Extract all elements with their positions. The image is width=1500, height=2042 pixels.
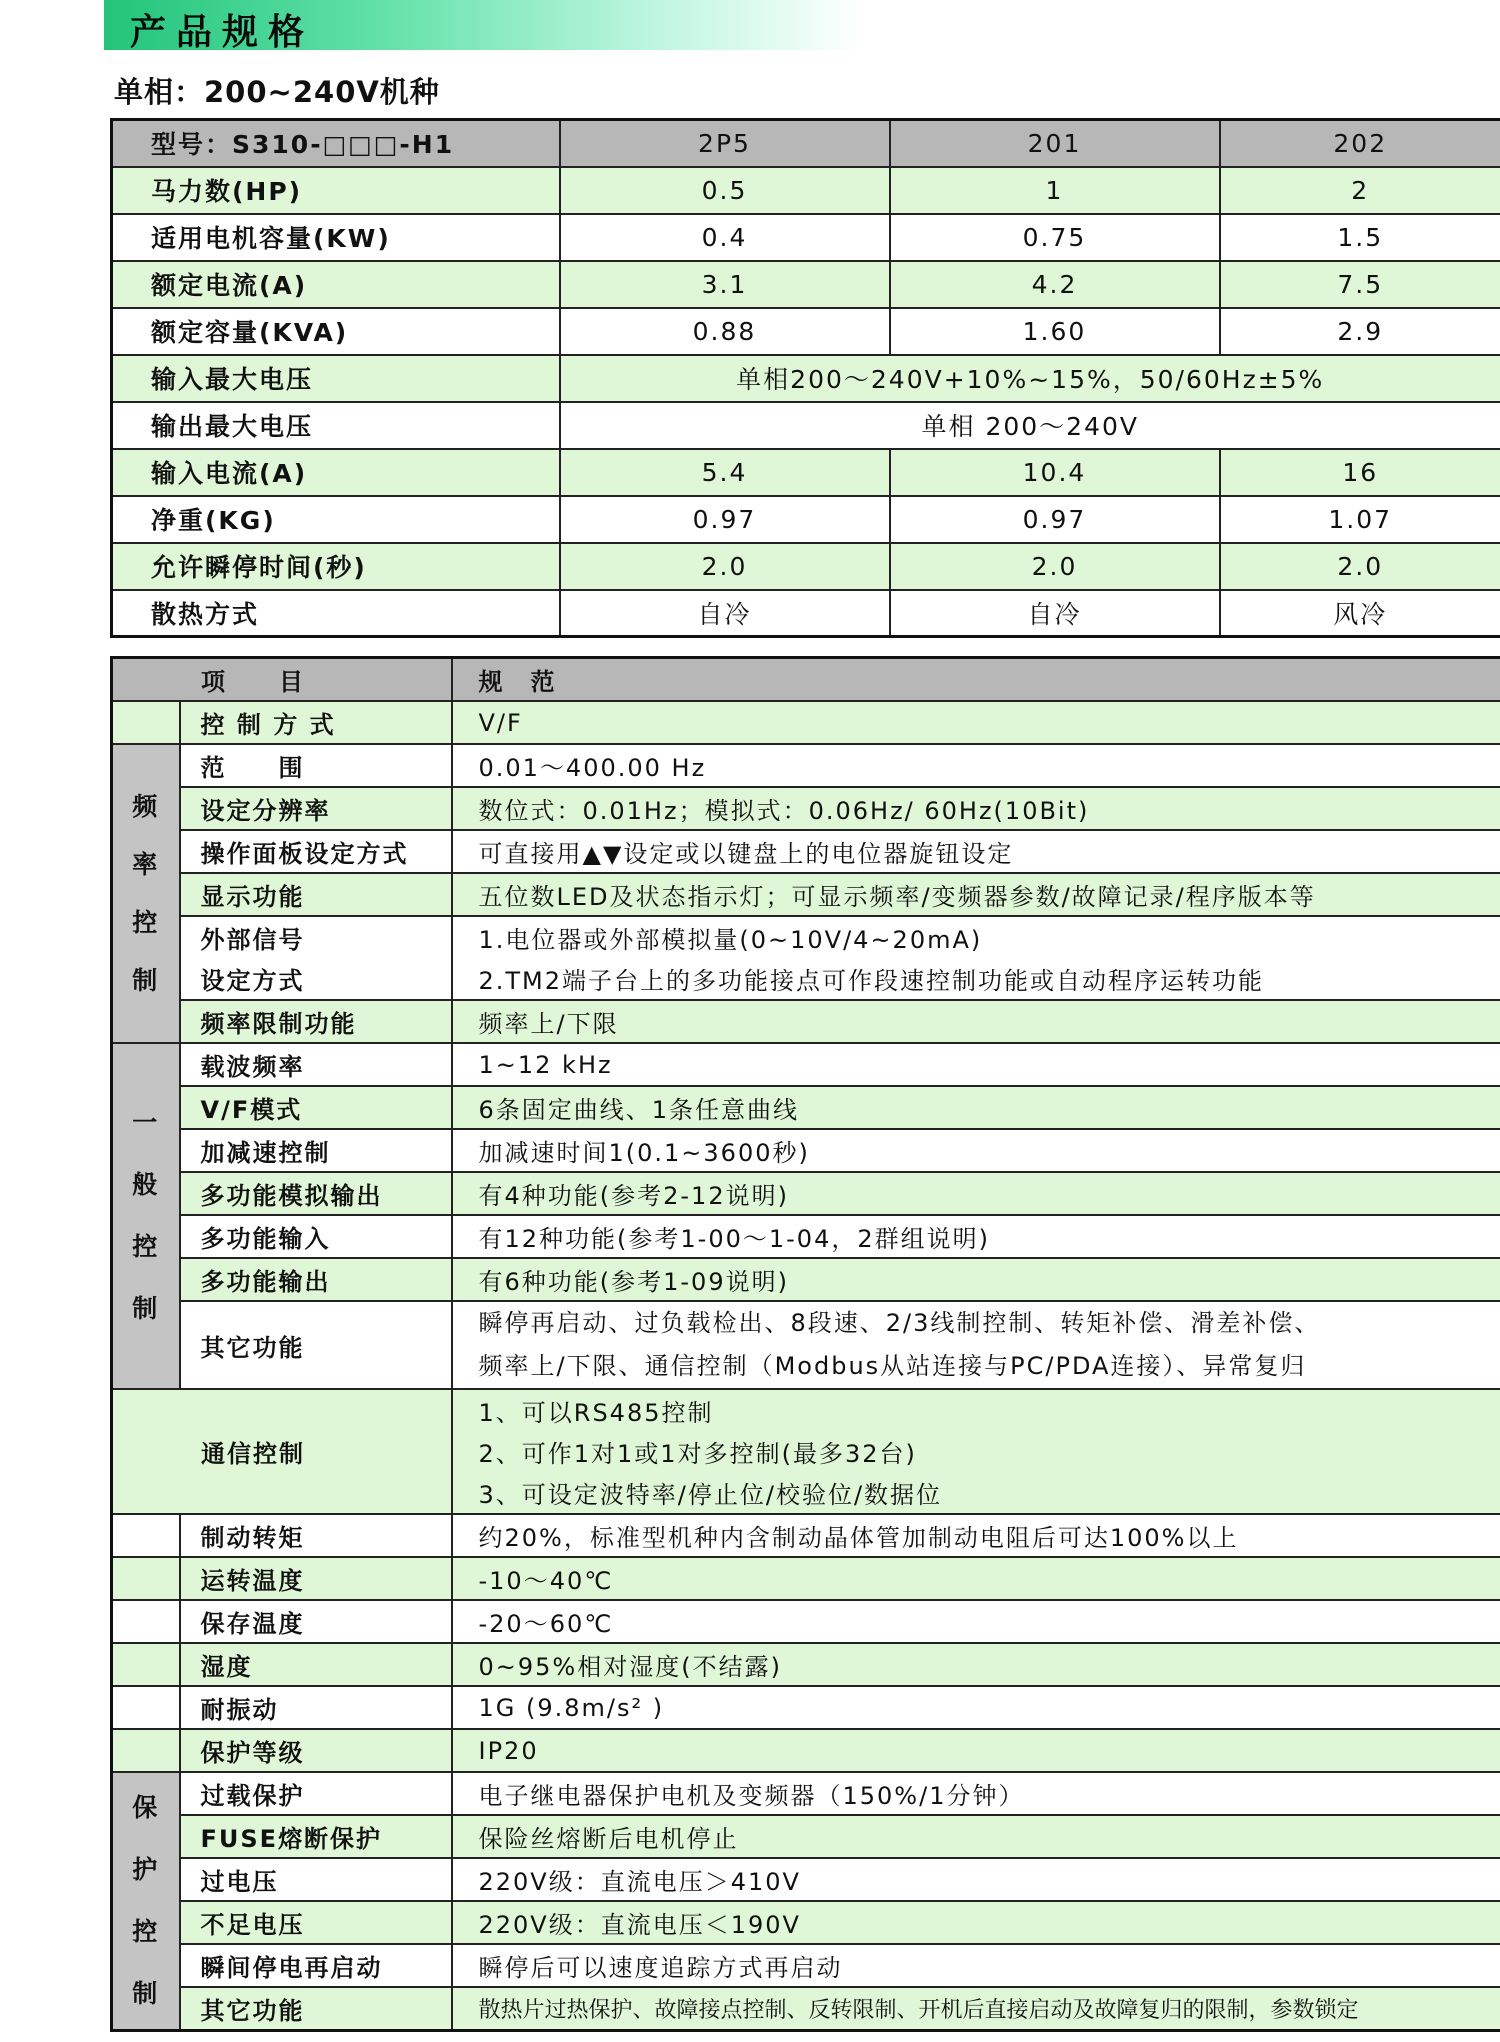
item-label: 控 制 方 式 [180,701,452,744]
cell: 1.5 [1220,214,1500,261]
table-row [112,787,1500,830]
spec-value: 0~95%相对湿度(不结露) [452,1643,1500,1686]
cell: 风冷 [1220,590,1500,637]
spec-value: 频率上/下限、通信控制（Modbus从站连接与PC/PDA连接）、异常复归 [452,1345,1500,1389]
table-row [112,916,1500,958]
table-row [112,1600,1500,1643]
spec-value: 6条固定曲线、1条任意曲线 [452,1086,1500,1129]
row-label: 额定电流(A) [112,261,560,308]
table-row [112,167,1500,214]
table-row [112,496,1500,543]
item-label: 耐振动 [180,1686,452,1729]
table-row [112,1043,1500,1086]
table-row [112,1514,1500,1557]
table-row [112,590,1500,637]
spec-value: 1.电位器或外部模拟量(0~10V/4~20mA) [452,916,1500,958]
spec-value: 频率上/下限 [452,1000,1500,1043]
spec-header-row [112,120,1500,167]
item-label: 多功能输出 [180,1258,452,1301]
table-row [112,402,1500,449]
item-label: 多功能模拟输出 [180,1172,452,1215]
table-row [112,1729,1500,1772]
section-subtitle: 单相：200~240V机种 [114,75,440,109]
spec-value: 2.TM2端子台上的多功能接点可作段速控制功能或自动程序运转功能 [452,958,1500,1000]
merged-cell: 单相200～240V+10%~15%，50/60Hz±5% [560,355,1500,402]
spec-value: 有4种功能(参考2-12说明) [452,1172,1500,1215]
item-label: 频率限制功能 [180,1000,452,1043]
row-label: 适用电机容量(KW) [112,214,560,261]
category-char: 护 [132,1855,160,1884]
item-label: 加减速控制 [180,1129,452,1172]
row-label: 输入电流(A) [112,449,560,496]
item-label: 保存温度 [180,1600,452,1643]
table-row [112,958,1500,1000]
model-2p5: 2P5 [560,120,890,167]
spec-value: 加减速时间1(0.1~3600秒) [452,1129,1500,1172]
category-char: 控 [132,907,160,937]
item-label: V/F模式 [180,1086,452,1129]
cell: 10.4 [890,449,1220,496]
table-row [112,1772,1500,1815]
row-label: 允许瞬停时间(秒) [112,543,560,590]
category-char: 保 [132,1793,160,1822]
table-row [112,1944,1500,1987]
item-label: 设定分辨率 [180,787,452,830]
table-row [112,1557,1500,1600]
item-label: 运转温度 [180,1557,452,1600]
cell: 1 [890,167,1220,214]
category-char: 控 [132,1232,160,1261]
spec-value: 可直接用▲▼设定或以键盘上的电位器旋钮设定 [452,830,1500,873]
cell: 2.9 [1220,308,1500,355]
spec-value: 220V级：直流电压＜190V [452,1901,1500,1944]
cell: 2.0 [1220,543,1500,590]
blank-cell [112,1557,180,1600]
table-row [112,1129,1500,1172]
item-label: 操作面板设定方式 [180,830,452,873]
table-row [112,1686,1500,1729]
cell: 自冷 [890,590,1220,637]
row-label: 马力数(HP) [112,167,560,214]
spec-value: 数位式：0.01Hz；模拟式：0.06Hz/ 60Hz(10Bit) [452,787,1500,830]
item-label: 显示功能 [180,873,452,916]
cell: 4.2 [890,261,1220,308]
model-202: 202 [1220,120,1500,167]
category-char: 一 [132,1108,160,1137]
table-row [112,449,1500,496]
cell: 2 [1220,167,1500,214]
model-201: 201 [890,120,1220,167]
table-row [112,1987,1500,2031]
item-label: 过电压 [180,1858,452,1901]
spec-value: 约20%，标准型机种内含制动晶体管加制动电阻后可达100%以上 [452,1514,1500,1557]
cell: 2.0 [560,543,890,590]
cell: 0.5 [560,167,890,214]
item-label: 不足电压 [180,1901,452,1944]
category-protection [112,1772,180,2031]
model-header: 型号：S310-□□□-H1 [112,120,560,167]
item-label: 其它功能 [180,1301,452,1389]
item-label: 保护等级 [180,1729,452,1772]
blank-cell [112,1643,180,1686]
spec-value: 电子继电器保护电机及变频器（150%/1分钟） [452,1772,1500,1815]
row-label: 净重(KG) [112,496,560,543]
category-char: 率 [132,849,160,879]
category-char: 制 [132,1294,160,1323]
category-char: 般 [132,1170,160,1199]
item-label: 范 围 [180,744,452,787]
table-row [112,1086,1500,1129]
item-label: 其它功能 [180,1987,452,2031]
item-label: 多功能输入 [180,1215,452,1258]
page-title: 产品规格 [130,12,315,53]
item-header: 项 目 [112,658,452,702]
spec-value: -20～60℃ [452,1600,1500,1643]
table-row [112,1215,1500,1258]
spec-value: 有12种功能(参考1-00～1-04，2群组说明) [452,1215,1500,1258]
feature-header-row [112,658,1500,702]
spec-value: 1~12 kHz [452,1043,1500,1086]
row-label: 输入最大电压 [112,355,560,402]
cell: 1.60 [890,308,1220,355]
table-row [112,1389,1500,1431]
table-row [112,744,1500,787]
spec-value: 220V级：直流电压＞410V [452,1858,1500,1901]
spec-value: 保险丝熔断后电机停止 [452,1815,1500,1858]
table-row [112,701,1500,744]
spec-value: 3、可设定波特率/停止位/校验位/数据位 [452,1472,1500,1514]
spec-value: 1、可以RS485控制 [452,1389,1500,1431]
spec-value: 有6种功能(参考1-09说明) [452,1258,1500,1301]
cell: 0.75 [890,214,1220,261]
category-char: 控 [132,1917,160,1946]
table-row [112,873,1500,916]
table-row [112,261,1500,308]
item-label: 瞬间停电再启动 [180,1944,452,1987]
table-row [112,1643,1500,1686]
table-row [112,1815,1500,1858]
merged-cell: 单相 200～240V [560,402,1500,449]
spec-value: IP20 [452,1729,1500,1772]
blank-cell [112,1686,180,1729]
cell: 自冷 [560,590,890,637]
item-label: 通信控制 [112,1389,452,1514]
cell: 0.88 [560,308,890,355]
spec-value: 1G (9.8m/s² ) [452,1686,1500,1729]
table-row [112,1301,1500,1345]
category-freq-control [112,744,180,1043]
category-char: 频 [132,791,160,821]
item-label: 载波频率 [180,1043,452,1086]
feature-table [110,656,1500,2032]
spec-value: 瞬停再启动、过负载检出、8段速、2/3线制控制、转矩补偿、滑差补偿、 [452,1301,1500,1345]
cell: 1.07 [1220,496,1500,543]
item-label: 过载保护 [180,1772,452,1815]
table-row [112,355,1500,402]
cell: 2.0 [890,543,1220,590]
table-row [112,308,1500,355]
cell: 7.5 [1220,261,1500,308]
spec-value: 2、可作1对1或1对多控制(最多32台) [452,1431,1500,1472]
table-row [112,214,1500,261]
table-row [112,1258,1500,1301]
item-label: 湿度 [180,1643,452,1686]
table-row [112,543,1500,590]
blank-cell [112,1514,180,1557]
blank-cell [112,701,180,744]
section-banner [104,0,864,53]
cell: 0.97 [560,496,890,543]
row-label: 额定容量(KVA) [112,308,560,355]
row-label: 散热方式 [112,590,560,637]
table-row [112,1858,1500,1901]
cell: 5.4 [560,449,890,496]
spec-table [110,118,1500,638]
cell: 0.4 [560,214,890,261]
item-label: FUSE熔断保护 [180,1815,452,1858]
spec-value: 五位数LED及状态指示灯；可显示频率/变频器参数/故障记录/程序版本等 [452,873,1500,916]
table-row [112,830,1500,873]
blank-cell [112,1729,180,1772]
category-char: 制 [132,965,160,995]
table-row [112,1172,1500,1215]
spec-value: 散热片过热保护、故障接点控制、反转限制、开机后直接启动及故障复归的限制，参数锁定 [452,1987,1500,2031]
cell: 16 [1220,449,1500,496]
table-row [112,1901,1500,1944]
item-label: 制动转矩 [180,1514,452,1557]
table-row [112,1000,1500,1043]
cell: 3.1 [560,261,890,308]
category-general-control [112,1043,180,1389]
item-label: 设定方式 [180,958,452,1000]
spec-header: 规 范 [452,658,1500,702]
spec-value: 0.01～400.00 Hz [452,744,1500,787]
spec-value: V/F [452,701,1500,744]
cell: 0.97 [890,496,1220,543]
row-label: 输出最大电压 [112,402,560,449]
item-label: 外部信号 [180,916,452,958]
spec-value: -10～40℃ [452,1557,1500,1600]
spec-value: 瞬停后可以速度追踪方式再启动 [452,1944,1500,1987]
blank-cell [112,1600,180,1643]
category-char: 制 [132,1979,160,2008]
